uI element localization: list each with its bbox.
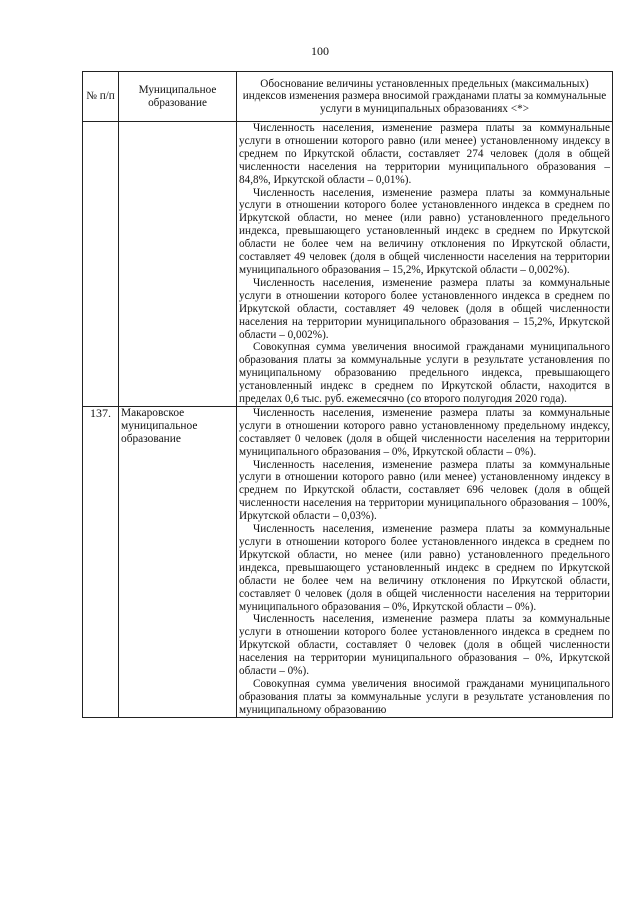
paragraph: Численность населения, изменение размера платы за коммунальные услуги в отношении которого более установленного индекса в среднем по Иркутской области, но менее (или равно) установленного предельного индекса, превышающего установленный индекс в среднем по Иркутской области не более чем на величину отклонения по Иркутской области, составляет 49 человек (доля в общей численности населения на территории муниципального образования – 15,2%, Иркутской области – 0,002%). <box>239 186 610 276</box>
page-number: 100 <box>311 44 329 58</box>
paragraph: Численность населения, изменение размера платы за коммунальные услуги в отношении которого равно (или менее) установленному индексу в среднем по Иркутской области, составляет 274 человек (доля в общей численности населения на территории муниципального образования – 84,8%, Иркутской области – 0,01%). <box>239 122 610 186</box>
cell-municipality-empty <box>119 122 237 407</box>
paragraph: Численность населения, изменение размера платы за коммунальные услуги в отношении которого более установленного индекса в среднем по Иркутской области, составляет 49 человек (доля в общей численности населения на территории муниципального образования – 15,2%, Иркутской области – 0,002%). <box>239 276 610 341</box>
table-row-continued <box>83 122 613 407</box>
row-number: 137. <box>83 406 119 717</box>
paragraph: Совокупная сумма увеличения вносимой гражданами муниципального образования платы за коммунальные услуги в результате установления по муниципальному образованию предельного индекса, превышающего установленный индекс в среднем по Иркутской области, находится в пределах 0,6 тыс. руб. ежемесячно (со второго полугодия 2020 года). <box>239 341 610 406</box>
cell-justification-continued <box>237 122 613 407</box>
cell-number-empty <box>83 122 119 407</box>
justification-table <box>82 71 613 718</box>
municipality-name: Макаровское муниципальное образование <box>119 406 237 717</box>
paragraph: Численность населения, изменение размера платы за коммунальные услуги в отношении которого более установленного индекса в среднем по Иркутской области, но менее (или равно) установленного предельного индекса, превышающего установленный индекс в среднем по Иркутской области не более чем на величину отклонения по Иркутской области, составляет 0 человек (доля в общей численности населения на территории муниципального образования – 0%, Иркутской области – 0%). <box>239 523 610 613</box>
header-justification: Обоснование величины установленных предельных (максимальных) индексов изменения размера вносимой гражданами платы за коммунальные услуги в муниципальных образованиях <*> <box>237 72 613 122</box>
paragraph: Численность населения, изменение размера платы за коммунальные услуги в отношении которого более установленного индекса в среднем по Иркутской области, составляет 0 человек (доля в общей численности населения на территории муниципального образования – 0%, Иркутской области – 0%). <box>239 613 610 678</box>
table-header-row <box>83 72 613 122</box>
paragraph: Совокупная сумма увеличения вносимой гражданами муниципального образования платы за коммунальные услуги в результате установления по муниципальному образованию <box>239 677 610 716</box>
header-municipality: Муниципальное образование <box>119 72 237 122</box>
header-number: № п/п <box>83 72 119 122</box>
table-row-137 <box>83 406 613 717</box>
cell-justification-137 <box>237 406 613 717</box>
paragraph: Численность населения, изменение размера платы за коммунальные услуги в отношении которого равно установленному предельному индексу, составляет 0 человек (доля в общей численности населения на территории муниципального образования – 0%, Иркутской области – 0%). <box>239 406 610 458</box>
paragraph: Численность населения, изменение размера платы за коммунальные услуги в отношении которого равно (или менее) установленному индексу в среднем по Иркутской области, составляет 696 человек (доля в общей численности населения на территории муниципального образования – 100%, Иркутской области – 0,03%). <box>239 458 610 523</box>
